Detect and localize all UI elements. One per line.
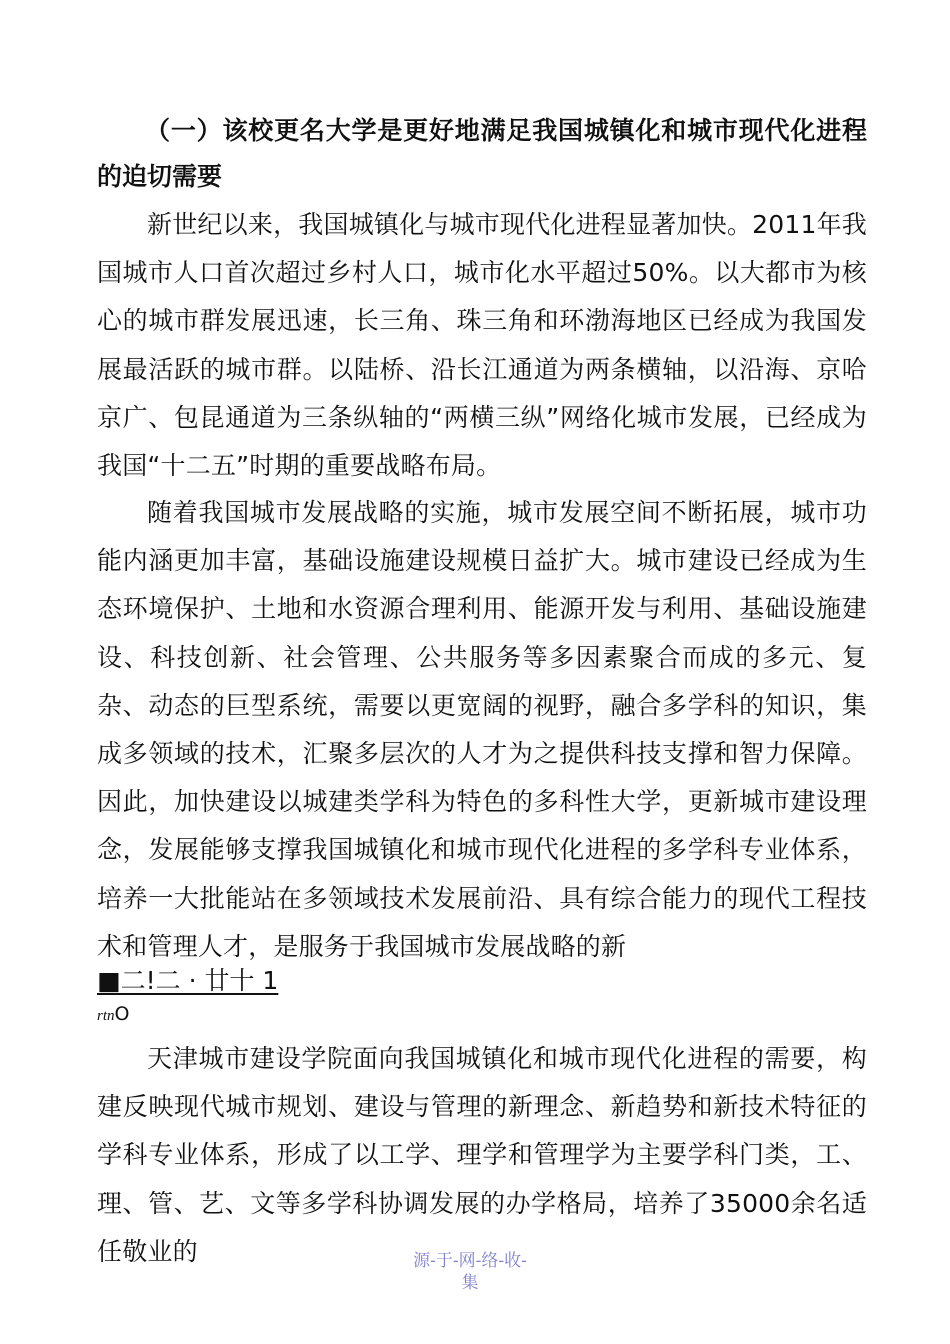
ocr-artifact-line: ■二!二 · 廿十 1 [97,966,279,995]
footer-line-1: 源-于-网-络-收- [413,1251,527,1271]
paragraph-3: 天津城市建设学院面向我国城镇化和城市现代化进程的需要，构建反映现代城市规划、建设与管理的新理念、新趋势和新技术特征的学科专业体系，形成了以工学、理学和管理学为主要学科门类，工、理、管、艺、文等多学科协调发展的办学格局，培养了35000余名适任敬业的 [97,1044,867,1266]
ocr-artifact-italic: rtn [97,1008,115,1024]
paragraph-2: 随着我国城市发展战略的实施，城市发展空间不断拓展，城市功能内涵更加丰富，基础设施建设规模日益扩大。城市建设已经成为生态环境保护、土地和水资源合理利用、能源开发与利用、基础设施建设、科技创新、社会管理、公共服务等多因素聚合而成的多元、复杂、动态的巨型系统，需要以更宽阔的视野，融合多学科的知识，集成多领域的技术，汇聚多层次的人才为之提供科技支撑和智力保障。因此，加快建设以城建类学科为特色的多科性大学，更新城市建设理念，发展能够支撑我国城镇化和城市现代化进程的多学科专业体系，培养一大批能站在多领域技术发展前沿、具有综合能力的现代工程技术和管理人才，是服务于我国城市发展战略的新 [97,498,867,961]
paragraph-1: 新世纪以来，我国城镇化与城市现代化进程显著加快。2011年我国城市人口首次超过乡村人口，城市化水平超过50%。以大都市为核心的城市群发展迅速，长三角、珠三角和环渤海地区已经成为我国发展最活跃的城市群。以陆桥、沿长江通道为两条横轴，以沿海、京哈京广、包昆通道为三条纵轴的“两横三纵”网络化城市发展，已经成为我国“十二五”时期的重要战略布局。 [97,210,867,481]
footer-watermark [380,1250,560,1294]
ocr-artifact-line-2 [97,1002,129,1028]
section-heading: （一）该校更名大学是更好地满足我国城镇化和城市现代化进程的迫切需要 [97,116,867,191]
footer-line-2: 集 [461,1273,479,1293]
ocr-artifact-rest: O [114,1003,130,1025]
